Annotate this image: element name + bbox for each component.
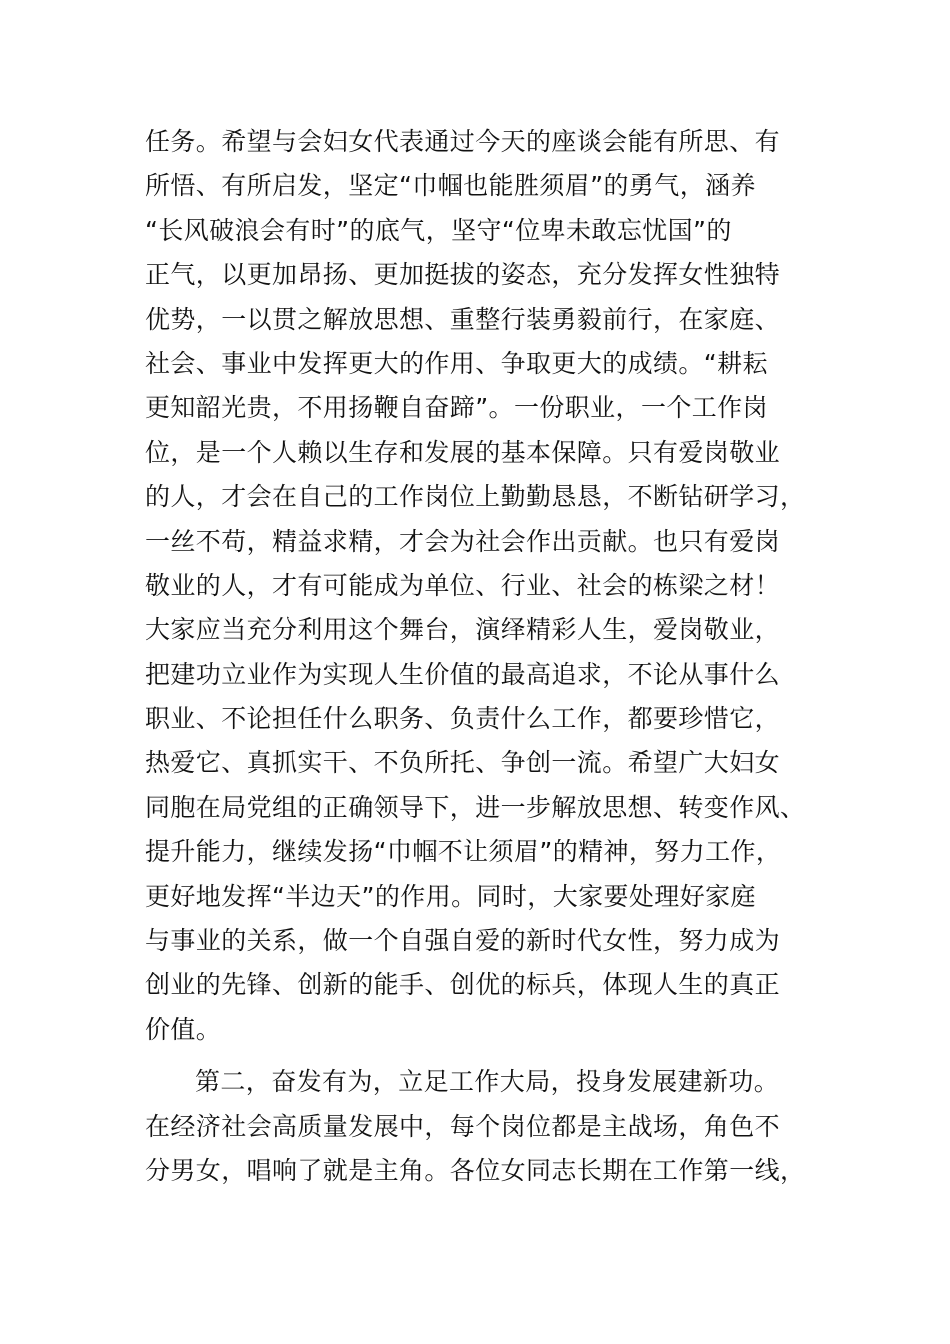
text-line: 更知韶光贵，不用扬鞭自奋蹄”。一份职业，一个工作岗 (145, 393, 768, 423)
text-line: 敬业的人，才有可能成为单位、行业、社会的栋梁之材！ (145, 570, 781, 600)
text-line: 与事业的关系，做一个自强自爱的新时代女性，努力成为 (145, 926, 781, 956)
text-line: 更好地发挥“半边天”的作用。同时，大家要处理好家庭 (145, 881, 756, 911)
text-line: 社会、事业中发挥更大的作用、争取更大的成绩。“耕耘 (145, 348, 768, 378)
text-line: “长风破浪会有时”的底气，坚守“位卑未敢忘忧国”的 (145, 215, 732, 245)
text-line: 的人，才会在自己的工作岗位上勤勤恳恳，不断钻研学习， (145, 482, 806, 512)
text-line: 职业、不论担任什么职务、负责什么工作，都要珍惜它， (145, 704, 781, 734)
text-line: 把建功立业作为实现人生价值的最高追求，不论从事什么 (145, 659, 781, 689)
text-line: 在经济社会高质量发展中，每个岗位都是主战场，角色不 (145, 1111, 781, 1141)
paragraph-1 (145, 120, 815, 1052)
text-line: 任务。希望与会妇女代表通过今天的座谈会能有所思、有 (145, 127, 781, 156)
paragraph-2 (145, 1060, 815, 1193)
text-line: 同胞在局党组的正确领导下，进一步解放思想、转变作风、 (145, 792, 806, 822)
text-line: 一丝不苟，精益求精，才会为社会作出贡献。也只有爱岗 (145, 526, 781, 556)
text-line: 所悟、有所启发，坚定“巾帼也能胜须眉”的勇气，涵养 (145, 171, 756, 201)
text-line-indented: 第二，奋发有为，立足工作大局，投身发展建新功。 (195, 1067, 780, 1097)
text-line: 正气，以更加昂扬、更加挺拔的姿态，充分发挥女性独特 (145, 260, 781, 290)
body-text (145, 120, 815, 1193)
text-line: 价值。 (145, 1014, 222, 1044)
paragraph-spacer (145, 1052, 815, 1060)
text-line: 优势，一以贯之解放思想、重整行装勇毅前行，在家庭、 (145, 304, 781, 334)
text-line: 位，是一个人赖以生存和发展的基本保障。只有爱岗敬业 (145, 437, 781, 467)
text-line: 创业的先锋、创新的能手、创优的标兵，体现人生的真正 (145, 970, 781, 1000)
text-line: 分男女，唱响了就是主角。各位女同志长期在工作第一线， (145, 1155, 806, 1185)
text-line: 大家应当充分利用这个舞台，演绎精彩人生，爱岗敬业， (145, 615, 781, 645)
text-line: 提升能力，继续发扬“巾帼不让须眉”的精神，努力工作， (145, 837, 782, 867)
text-line: 热爱它、真抓实干、不负所托、争创一流。希望广大妇女 (145, 748, 781, 778)
